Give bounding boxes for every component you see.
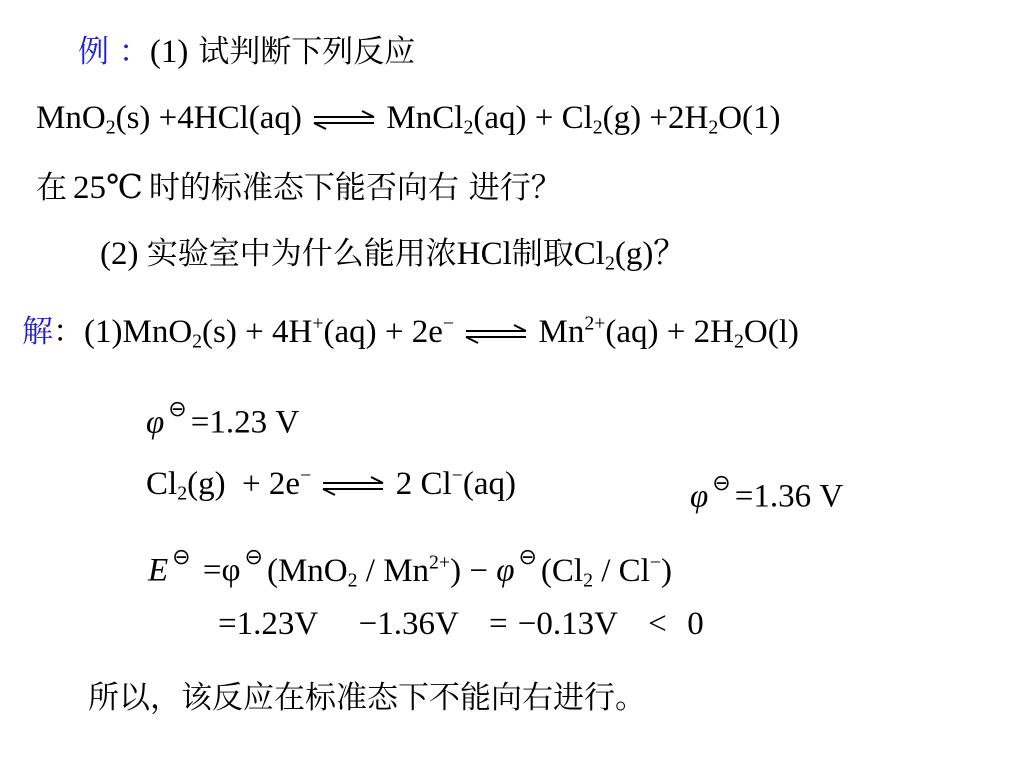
emf-expression xyxy=(148,538,672,591)
phi1-symbol: φ xyxy=(146,404,165,441)
subscript: 2 xyxy=(105,116,116,139)
formula-text: / Mn xyxy=(357,552,430,589)
question1-condition xyxy=(36,168,562,208)
formula-text: (aq) + Cl xyxy=(473,100,593,136)
phi1-value: =1.23 V xyxy=(190,404,300,441)
equilibrium-arrow-icon xyxy=(312,110,376,130)
formula-text: (aq) + 2e xyxy=(323,314,443,350)
phi2-value: =1.36 V xyxy=(734,478,844,515)
formula-text: (aq) + 2H xyxy=(605,314,734,350)
phi2-symbol: φ xyxy=(690,478,709,515)
subscript: 2 xyxy=(592,116,603,139)
standard-state-icon: ⊖ xyxy=(168,397,187,422)
conclusion xyxy=(88,678,646,718)
question2 xyxy=(100,234,686,274)
formula-text: (aq) xyxy=(462,466,516,502)
formula-text: (g) +2H xyxy=(602,100,709,136)
subscript: 2 xyxy=(177,482,188,505)
question-number: (1) xyxy=(149,34,189,70)
subscript: 2 xyxy=(733,330,744,353)
formula-text: ) − xyxy=(450,552,497,589)
standard-state-icon: ⊖ xyxy=(712,471,731,496)
solution-equation-1 xyxy=(22,312,799,352)
superscript: − xyxy=(442,312,455,335)
question2-cl2-sub: 2 xyxy=(604,252,615,275)
formula-text: (s) + 4H xyxy=(202,314,313,350)
formula-text: Cl xyxy=(146,466,178,502)
reaction-equation xyxy=(36,98,781,138)
emf-symbol: E xyxy=(148,552,169,589)
emf-calculation xyxy=(218,604,704,644)
subscript: 2 xyxy=(192,330,203,353)
example-heading xyxy=(78,32,415,72)
formula-text: O(1) xyxy=(718,100,781,136)
eq2-lhs xyxy=(146,464,312,505)
solution-colon: ： xyxy=(53,314,84,350)
question2-cl2: Cl xyxy=(573,236,605,272)
solution-label: 解 xyxy=(22,314,53,350)
subscript: 2 xyxy=(463,116,474,139)
formula-text: (s) +4HCl(aq) xyxy=(115,100,302,136)
formula-text: 2 Cl xyxy=(395,466,452,502)
reaction-lhs xyxy=(36,100,302,139)
eq1-lhs xyxy=(84,312,455,353)
emf-term2 xyxy=(540,551,672,592)
question2-text2: 制取 xyxy=(511,236,574,272)
formula-text: MnO xyxy=(36,100,106,136)
question1-suffix: 时的标准态下能否向右 进行？ xyxy=(148,170,562,206)
eq1-rhs xyxy=(538,312,799,353)
question2-number: (2) xyxy=(100,236,147,272)
question1-prefix: 在 xyxy=(36,170,67,206)
subscript: 2 xyxy=(347,569,358,592)
superscript: 2+ xyxy=(584,312,606,335)
standard-state-icon: ⊖ xyxy=(172,545,191,570)
question2-hcl: HCl xyxy=(456,236,512,272)
reaction-rhs xyxy=(386,100,781,139)
formula-text: (g) + 2e xyxy=(187,466,301,502)
equilibrium-arrow-icon xyxy=(464,324,528,344)
conclusion-text: 所以，该反应在标准态下不能向右进行。 xyxy=(88,680,646,716)
question2-text: 实验室中为什么能用浓 xyxy=(146,236,457,272)
solution-equation-2 xyxy=(146,464,516,504)
question-text: 试判断下列反应 xyxy=(188,34,416,70)
equilibrium-arrow-icon xyxy=(321,476,385,496)
formula-text: MnCl xyxy=(386,100,464,136)
formula-text: ) xyxy=(660,552,672,589)
superscript: + xyxy=(312,312,324,335)
superscript: 2+ xyxy=(429,551,451,574)
phi2-line xyxy=(690,464,843,517)
question2-tail: (g)？ xyxy=(614,236,687,272)
formula-text: (MnO xyxy=(266,552,348,589)
emf-phi: φ xyxy=(496,552,515,589)
formula-text: / Cl xyxy=(592,552,650,589)
superscript: − xyxy=(300,464,312,487)
superscript: − xyxy=(451,464,463,487)
emf-calc-text: =1.23V −1.36V = −0.13V < 0 xyxy=(218,606,704,642)
superscript: − xyxy=(649,551,661,574)
phi1-line xyxy=(146,390,299,443)
formula-text: (Cl xyxy=(540,552,584,589)
temperature: 25℃ xyxy=(73,170,143,206)
formula-text: (1)MnO xyxy=(84,314,193,350)
formula-text: O(l) xyxy=(743,314,799,350)
standard-state-icon: ⊖ xyxy=(518,545,537,570)
emf-term1 xyxy=(266,551,497,592)
subscript: 2 xyxy=(583,569,593,592)
eq2-rhs xyxy=(396,466,516,502)
standard-state-icon: ⊖ xyxy=(244,545,263,570)
example-label: 例 ： xyxy=(78,34,150,70)
emf-equals: =φ xyxy=(194,552,241,589)
formula-text: Mn xyxy=(538,314,585,350)
subscript: 2 xyxy=(708,116,719,139)
